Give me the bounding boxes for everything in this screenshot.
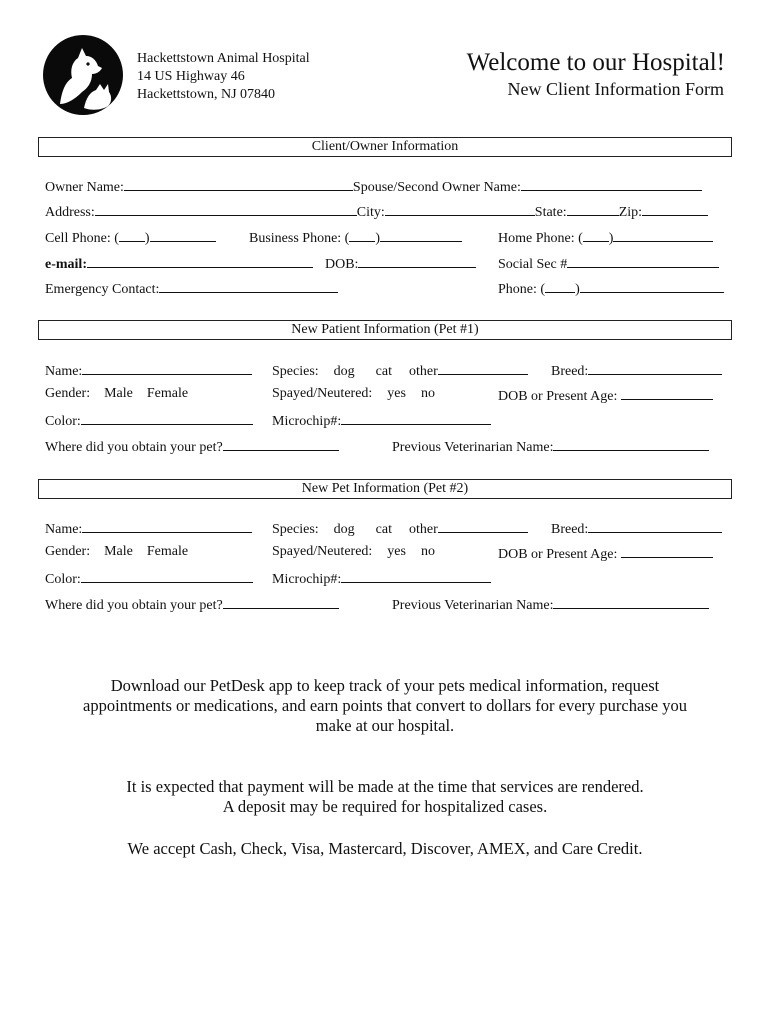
pet1-name-group xyxy=(45,361,252,380)
payment-line-1: It is expected that payment will be made at the time that services are rendered. xyxy=(126,777,644,796)
pet1-other-option[interactable]: other xyxy=(408,364,438,379)
pet2-breed-field[interactable] xyxy=(588,519,722,533)
dob-group xyxy=(325,254,476,273)
cell-paren-close: ) xyxy=(144,231,150,246)
pet1-prev-vet-label: Previous Veterinarian Name: xyxy=(392,440,554,455)
pet1-other-field[interactable] xyxy=(438,361,528,375)
home-phone-group xyxy=(498,228,713,247)
emergency-area-code-field[interactable] xyxy=(545,279,575,293)
business-phone-group xyxy=(249,228,462,247)
pet2-female-option[interactable]: Female xyxy=(146,544,189,559)
pet1-name-field[interactable] xyxy=(82,361,252,375)
ssn-group xyxy=(498,254,719,273)
home-area-code-field[interactable] xyxy=(583,228,609,242)
pet1-dob-age-field[interactable] xyxy=(621,386,713,400)
pet1-obtain-field[interactable] xyxy=(223,437,339,451)
business-phone-field[interactable] xyxy=(380,228,462,242)
pet2-prev-vet-field[interactable] xyxy=(553,595,709,609)
pet1-microchip-field[interactable] xyxy=(341,411,491,425)
home-phone-field[interactable] xyxy=(613,228,713,242)
spouse-field[interactable] xyxy=(521,177,702,191)
cell-phone-field[interactable] xyxy=(150,228,216,242)
business-area-code-field[interactable] xyxy=(349,228,375,242)
pet2-name-field[interactable] xyxy=(82,519,252,533)
pet1-spayed-group xyxy=(272,386,435,402)
pet2-dog-option[interactable]: dog xyxy=(333,522,355,537)
emergency-paren-close: ) xyxy=(575,282,580,297)
hospital-name: Hackettstown Animal Hospital xyxy=(137,51,310,66)
pet1-color-field[interactable] xyxy=(81,411,253,425)
pet2-species-group xyxy=(272,519,528,538)
pet1-species-label: Species: xyxy=(272,364,319,379)
address-row xyxy=(45,202,708,221)
pet1-dob-age-label: DOB or Present Age: xyxy=(498,389,618,404)
pet2-section-header: New Pet Information (Pet #2) xyxy=(38,479,732,499)
pet2-name-group xyxy=(45,519,252,538)
dob-label: DOB: xyxy=(325,257,359,272)
home-phone-label: Home Phone: ( xyxy=(498,231,583,246)
cell-area-code-field[interactable] xyxy=(119,228,145,242)
welcome-heading: Welcome to our Hospital! xyxy=(466,49,725,76)
pet2-color-group xyxy=(45,569,253,588)
pet1-breed-label: Breed: xyxy=(551,364,589,379)
address-field[interactable] xyxy=(95,202,357,216)
pet2-microchip-field[interactable] xyxy=(341,569,491,583)
pet1-female-option[interactable]: Female xyxy=(146,386,189,401)
email-label: e-mail: xyxy=(45,257,87,272)
cell-phone-group xyxy=(45,228,216,247)
pet1-species-group xyxy=(272,361,528,380)
state-label: State: xyxy=(534,205,567,220)
petdesk-line-3: make at our hospital. xyxy=(315,716,455,735)
pet2-spayed-group xyxy=(272,544,435,560)
business-paren-close: ) xyxy=(375,231,381,246)
pet2-obtain-label: Where did you obtain your pet? xyxy=(45,598,223,613)
address-line-1: 14 US Highway 46 xyxy=(137,69,245,84)
pet1-dog-option[interactable]: dog xyxy=(333,364,355,379)
pet2-prevvet-group xyxy=(392,595,709,614)
address-line-2: Hackettstown, NJ 07840 xyxy=(137,87,276,102)
pet1-section-header: New Patient Information (Pet #1) xyxy=(38,320,732,340)
owner-name-row xyxy=(45,177,702,196)
pet1-spayed-label: Spayed/Neutered: xyxy=(272,386,373,401)
emergency-phone-label: Phone: ( xyxy=(498,282,546,297)
state-field[interactable] xyxy=(567,202,619,216)
pet1-obtain-group xyxy=(45,437,339,456)
pet2-microchip-group xyxy=(272,569,491,588)
emergency-phone-group xyxy=(498,279,724,298)
pet2-yes-option[interactable]: yes xyxy=(387,544,406,559)
petdesk-line-2: appointments or medications, and earn points that convert to dollars for every purchase you xyxy=(83,696,687,715)
pet1-name-label: Name: xyxy=(45,364,83,379)
pet1-prev-vet-field[interactable] xyxy=(553,437,709,451)
pet1-no-option[interactable]: no xyxy=(420,386,435,401)
pet1-obtain-label: Where did you obtain your pet? xyxy=(45,440,223,455)
owner-name-field[interactable] xyxy=(124,177,353,191)
pet2-obtain-field[interactable] xyxy=(223,595,339,609)
email-group xyxy=(45,254,313,273)
pet2-other-option[interactable]: other xyxy=(408,522,438,537)
pet1-color-label: Color: xyxy=(45,414,81,429)
pet2-name-label: Name: xyxy=(45,522,83,537)
pet2-gender-group xyxy=(45,544,188,560)
zip-field[interactable] xyxy=(642,202,708,216)
ssn-field[interactable] xyxy=(567,254,719,268)
cell-phone-label: Cell Phone: ( xyxy=(45,231,119,246)
pet2-dob-age-field[interactable] xyxy=(621,544,713,558)
pet2-breed-group xyxy=(551,519,722,538)
pet1-prevvet-group xyxy=(392,437,709,456)
accepted-payments: We accept Cash, Check, Visa, Mastercard, Discover, AMEX, and Care Credit. xyxy=(127,839,643,858)
payment-line-2: A deposit may be required for hospitalized cases. xyxy=(222,797,548,816)
spouse-label: Spouse/Second Owner Name: xyxy=(352,180,521,195)
zip-label: Zip: xyxy=(618,205,643,220)
pet1-yes-option[interactable]: yes xyxy=(387,386,406,401)
pet2-cat-option[interactable]: cat xyxy=(375,522,392,537)
pet2-no-option[interactable]: no xyxy=(420,544,435,559)
home-paren-close: ) xyxy=(608,231,614,246)
ssn-label: Social Sec # xyxy=(498,257,568,272)
pet1-breed-field[interactable] xyxy=(588,361,722,375)
pet1-microchip-label: Microchip#: xyxy=(272,414,342,429)
pet1-cat-option[interactable]: cat xyxy=(375,364,392,379)
petdesk-line-1: Download our PetDesk app to keep track of your pets medical information, request xyxy=(110,676,660,695)
business-phone-label: Business Phone: ( xyxy=(249,231,350,246)
pet2-color-field[interactable] xyxy=(81,569,253,583)
dob-field[interactable] xyxy=(358,254,476,268)
owner-section-header: Client/Owner Information xyxy=(38,137,732,157)
pet2-species-label: Species: xyxy=(272,522,319,537)
pet2-color-label: Color: xyxy=(45,572,81,587)
pet2-microchip-label: Microchip#: xyxy=(272,572,342,587)
pet1-gender-group xyxy=(45,386,188,402)
emergency-group xyxy=(45,279,338,298)
pet1-dob-group xyxy=(498,386,713,405)
pet1-microchip-group xyxy=(272,411,491,430)
emergency-phone-field[interactable] xyxy=(580,279,724,293)
dog-and-cat-logo-icon xyxy=(42,34,124,116)
pet2-male-option[interactable]: Male xyxy=(104,544,133,559)
form-title: New Client Information Form xyxy=(507,79,724,99)
pet2-breed-label: Breed: xyxy=(551,522,589,537)
city-field[interactable] xyxy=(385,202,535,216)
pet2-obtain-group xyxy=(45,595,339,614)
pet1-gender-label: Gender: xyxy=(45,386,91,401)
emergency-contact-label: Emergency Contact: xyxy=(45,282,160,297)
pet1-color-group xyxy=(45,411,253,430)
address-label: Address: xyxy=(45,205,95,220)
pet1-breed-group xyxy=(551,361,722,380)
pet1-male-option[interactable]: Male xyxy=(104,386,133,401)
pet2-dob-age-label: DOB or Present Age: xyxy=(498,547,618,562)
pet2-prev-vet-label: Previous Veterinarian Name: xyxy=(392,598,554,613)
pet2-other-field[interactable] xyxy=(438,519,528,533)
email-field[interactable] xyxy=(87,254,313,268)
owner-name-label: Owner Name: xyxy=(45,180,124,195)
pet2-gender-label: Gender: xyxy=(45,544,91,559)
pet2-spayed-label: Spayed/Neutered: xyxy=(272,544,373,559)
pet2-dob-group xyxy=(498,544,713,563)
city-label: City: xyxy=(356,205,385,220)
emergency-contact-field[interactable] xyxy=(159,279,338,293)
